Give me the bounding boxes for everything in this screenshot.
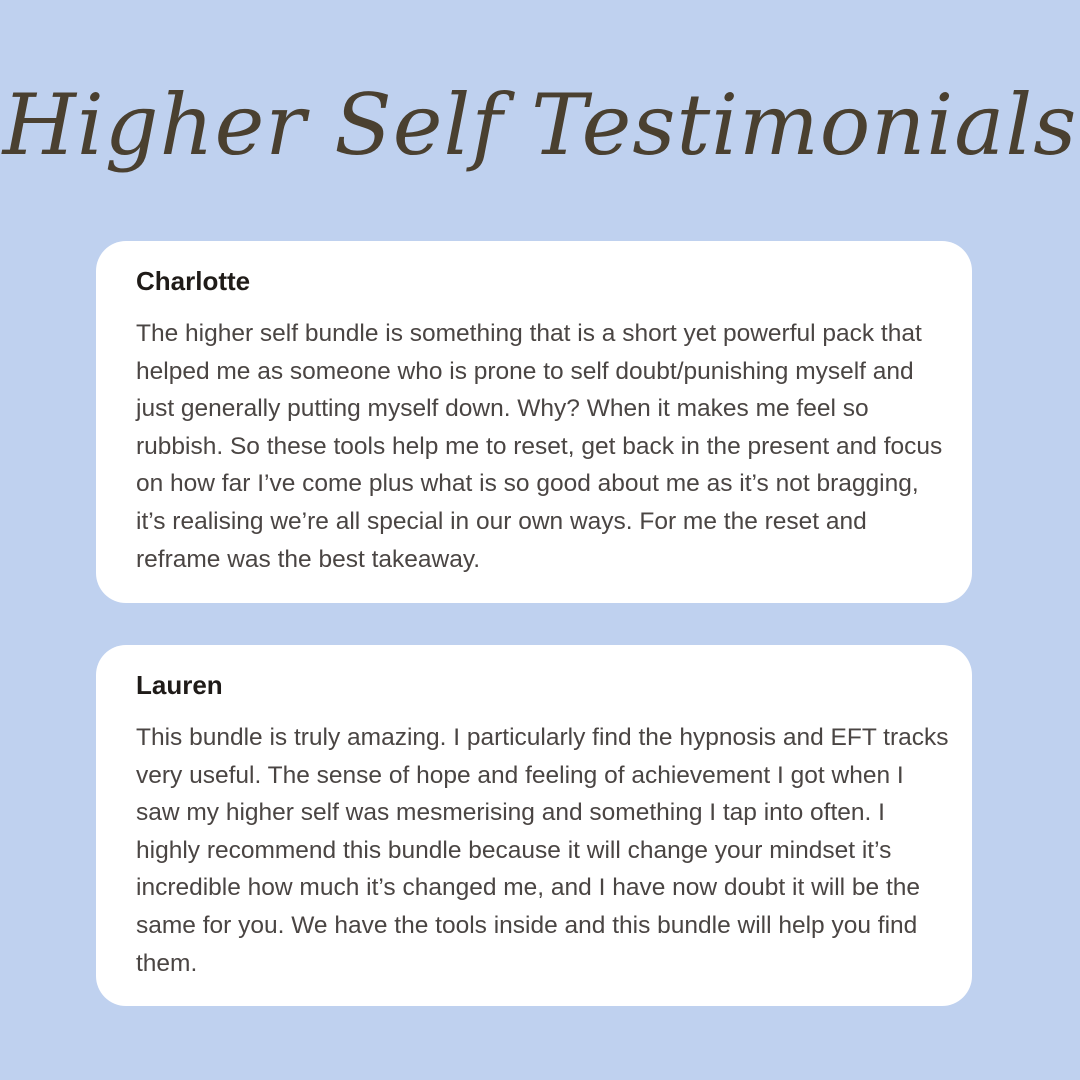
testimonial-text: This bundle is truly amazing. I particularly find the hypnosis and EFT tracks very useful. The sense of hope and feeling of achievement I got when I saw my higher self was mesmerising and something I tap into often. I highly recommend this bundle because it will change your mindset it’s incredible how much it’s changed me, and I have now doubt it will be the same for you. We have the tools inside and this bundle will help you find them. — [136, 724, 949, 977]
testimonial-author: Charlotte — [136, 266, 251, 296]
testimonial-card-lauren — [96, 645, 972, 1006]
testimonial-text: The higher self bundle is something that is a short yet powerful pack that helped me as someone who is prone to self doubt/punishing myself and just generally putting myself down. Why? When it makes me feel so rubbish. So these tools help me to reset, get back in the present and focus on how far I’ve come plus what is so good about me as it’s not bragging, it’s realising we’re all special in our own ways. For me the reset and reframe was the best takeaway. — [136, 320, 943, 573]
page-title: Higher Self Testimonials — [2, 76, 1078, 174]
testimonial-author: Lauren — [136, 670, 223, 700]
testimonial-card-charlotte — [96, 241, 972, 603]
